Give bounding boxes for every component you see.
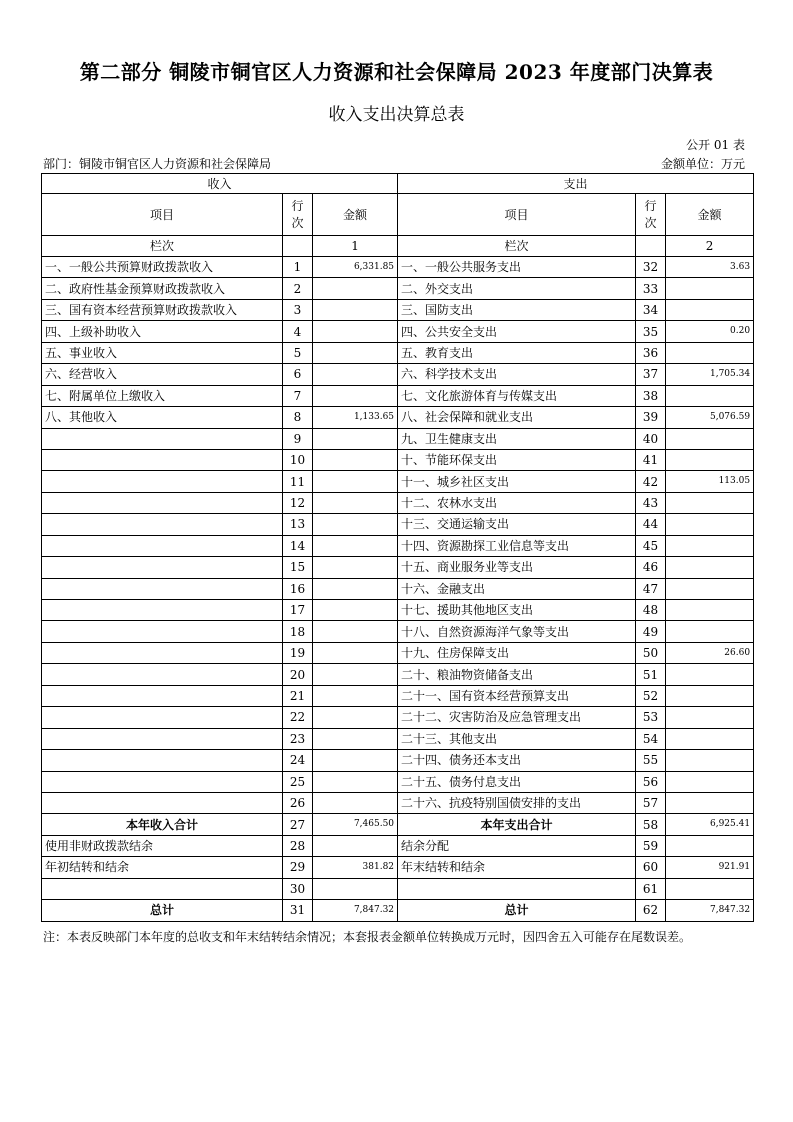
expense-item-cell: 五、教育支出: [398, 342, 636, 363]
expense-item-cell: 总计: [398, 900, 636, 921]
expense-rowno-cell: 47: [636, 578, 666, 599]
expense-amount-header: 金额: [666, 194, 754, 236]
expense-rowno-cell: 38: [636, 385, 666, 406]
expense-item-cell: 二十六、抗疫特别国债安排的支出: [398, 792, 636, 813]
income-rowno-cell: 20: [283, 664, 313, 685]
income-rowno-cell: 15: [283, 557, 313, 578]
expense-amount-cell: 6,925.41: [666, 814, 754, 835]
table-row: [42, 449, 754, 470]
expense-item-cell: 结余分配: [398, 835, 636, 856]
table-row: [42, 792, 754, 813]
expense-amount-cell: 0.20: [666, 321, 754, 342]
expense-item-cell: 十六、金融支出: [398, 578, 636, 599]
expense-item-cell: 十二、农林水支出: [398, 492, 636, 513]
expense-amount-cell: [666, 878, 754, 899]
expense-rowno-cell: 36: [636, 342, 666, 363]
expense-item-cell: 十八、自然资源海洋气象等支出: [398, 621, 636, 642]
income-rowno-cell: 5: [283, 342, 313, 363]
expense-item-cell: 二十一、国有资本经营预算支出: [398, 685, 636, 706]
expense-rowno-cell: 41: [636, 449, 666, 470]
income-item-cell: 四、上级补助收入: [42, 321, 283, 342]
table-row: [42, 578, 754, 599]
income-amount-cell: [313, 578, 398, 599]
income-amount-cell: [313, 750, 398, 771]
income-item-cell: [42, 878, 283, 899]
expense-amount-cell: [666, 342, 754, 363]
table-row: [42, 814, 754, 835]
table-row: [42, 364, 754, 385]
income-item-cell: [42, 707, 283, 728]
income-amount-cell: [313, 685, 398, 706]
table-row: [42, 535, 754, 556]
expense-amount-cell: [666, 535, 754, 556]
expense-item-cell: 二、外交支出: [398, 278, 636, 299]
expense-rowno-cell: 37: [636, 364, 666, 385]
expense-amount-cell: [666, 750, 754, 771]
income-rowno-cell: 8: [283, 407, 313, 428]
expense-item-cell: 十一、城乡社区支出: [398, 471, 636, 492]
income-item-cell: 六、经营收入: [42, 364, 283, 385]
income-amount-cell: [313, 299, 398, 320]
income-rowno-cell: 4: [283, 321, 313, 342]
expense-item-cell: 本年支出合计: [398, 814, 636, 835]
income-item-cell: 使用非财政拨款结余: [42, 835, 283, 856]
expense-amount-cell: [666, 578, 754, 599]
income-rowno-cell: 14: [283, 535, 313, 556]
income-amount-cell: 7,847.32: [313, 900, 398, 921]
expense-amount-cell: 1,705.34: [666, 364, 754, 385]
expense-rowno-cell: 61: [636, 878, 666, 899]
expense-header: 支出: [398, 174, 754, 194]
income-item-cell: [42, 728, 283, 749]
income-expense-table: [41, 173, 754, 922]
expense-item-cell: 十五、商业服务业等支出: [398, 557, 636, 578]
income-rowno-cell: 1: [283, 257, 313, 278]
expense-rowno-cell: 42: [636, 471, 666, 492]
income-item-cell: [42, 557, 283, 578]
column-header-row: [42, 194, 754, 236]
table-row: [42, 750, 754, 771]
income-item-cell: [42, 514, 283, 535]
table-row: [42, 664, 754, 685]
col-expense-index: 2: [666, 236, 754, 257]
expense-rowno-cell: 57: [636, 792, 666, 813]
income-amount-cell: 1,133.65: [313, 407, 398, 428]
income-rowno-cell: 27: [283, 814, 313, 835]
column-index-row: [42, 236, 754, 257]
expense-rowno-cell: 39: [636, 407, 666, 428]
income-rowno-cell: 9: [283, 428, 313, 449]
expense-amount-cell: [666, 685, 754, 706]
expense-rowno-cell: 33: [636, 278, 666, 299]
expense-rowno-cell: 51: [636, 664, 666, 685]
income-item-header: 项目: [42, 194, 283, 236]
expense-amount-cell: 921.91: [666, 857, 754, 878]
expense-amount-cell: [666, 557, 754, 578]
income-item-cell: 年初结转和结余: [42, 857, 283, 878]
expense-item-header: 项目: [398, 194, 636, 236]
income-amount-cell: [313, 835, 398, 856]
income-item-cell: [42, 642, 283, 663]
income-rowno-cell: 30: [283, 878, 313, 899]
income-rowno-cell: 10: [283, 449, 313, 470]
expense-amount-cell: [666, 664, 754, 685]
expense-rowno-cell: 53: [636, 707, 666, 728]
income-rowno-header: 行 次: [283, 194, 313, 236]
expense-rowno-cell: 52: [636, 685, 666, 706]
expense-amount-cell: [666, 449, 754, 470]
income-item-cell: [42, 621, 283, 642]
expense-rowno-cell: 44: [636, 514, 666, 535]
department-label: 部门：铜陵市铜官区人力资源和社会保障局: [43, 157, 272, 171]
income-item-cell: [42, 449, 283, 470]
income-amount-cell: [313, 792, 398, 813]
income-amount-cell: [313, 707, 398, 728]
income-rowno-cell: 16: [283, 578, 313, 599]
expense-item-cell: 六、科学技术支出: [398, 364, 636, 385]
income-rowno-cell: 25: [283, 771, 313, 792]
expense-amount-cell: [666, 428, 754, 449]
expense-amount-cell: 7,847.32: [666, 900, 754, 921]
expense-item-cell: 二十四、债务还本支出: [398, 750, 636, 771]
col-income-index: 1: [313, 236, 398, 257]
income-rowno-cell: 28: [283, 835, 313, 856]
table-row: [42, 685, 754, 706]
expense-item-cell: 年末结转和结余: [398, 857, 636, 878]
expense-rowno-cell: 35: [636, 321, 666, 342]
expense-rowno-cell: 34: [636, 299, 666, 320]
income-rowno-cell: 7: [283, 385, 313, 406]
expense-amount-cell: 5,076.59: [666, 407, 754, 428]
income-item-cell: [42, 492, 283, 513]
table-row: [42, 514, 754, 535]
table-row: [42, 642, 754, 663]
income-rowno-cell: 22: [283, 707, 313, 728]
income-rowno-cell: 29: [283, 857, 313, 878]
expense-item-cell: 四、公共安全支出: [398, 321, 636, 342]
expense-rowno-cell: 49: [636, 621, 666, 642]
income-rowno-cell: 23: [283, 728, 313, 749]
income-amount-cell: [313, 492, 398, 513]
expense-amount-cell: [666, 514, 754, 535]
income-rowno-cell: 21: [283, 685, 313, 706]
income-item-cell: [42, 535, 283, 556]
table-title: 收入支出决算总表: [328, 105, 465, 125]
table-row: [42, 407, 754, 428]
income-rowno-cell: 26: [283, 792, 313, 813]
table-row: [42, 299, 754, 320]
income-rowno-cell: 12: [283, 492, 313, 513]
expense-rowno-cell: 40: [636, 428, 666, 449]
table-row: [42, 428, 754, 449]
income-rowno-cell: 6: [283, 364, 313, 385]
income-item-cell: [42, 685, 283, 706]
expense-amount-cell: [666, 492, 754, 513]
expense-item-cell: 二十二、灾害防治及应急管理支出: [398, 707, 636, 728]
col-label: 栏次: [42, 236, 283, 257]
income-item-cell: [42, 428, 283, 449]
table-row: [42, 707, 754, 728]
income-amount-cell: [313, 449, 398, 470]
expense-rowno-cell: 60: [636, 857, 666, 878]
income-item-cell: 七、附属单位上缴收入: [42, 385, 283, 406]
expense-amount-cell: 26.60: [666, 642, 754, 663]
table-row: [42, 471, 754, 492]
table-row: [42, 600, 754, 621]
income-item-cell: [42, 471, 283, 492]
expense-amount-cell: [666, 792, 754, 813]
income-amount-cell: [313, 642, 398, 663]
income-item-cell: 三、国有资本经营预算财政拨款收入: [42, 299, 283, 320]
income-item-cell: [42, 750, 283, 771]
page-title: 第二部分 铜陵市铜官区人力资源和社会保障局 2023 年度部门决算表: [79, 60, 714, 84]
expense-amount-cell: [666, 299, 754, 320]
income-amount-cell: [313, 514, 398, 535]
expense-amount-cell: [666, 621, 754, 642]
income-rowno-cell: 24: [283, 750, 313, 771]
col-label: 栏次: [398, 236, 636, 257]
expense-rowno-cell: 46: [636, 557, 666, 578]
income-amount-cell: [313, 364, 398, 385]
income-amount-cell: [313, 664, 398, 685]
income-rowno-cell: 17: [283, 600, 313, 621]
table-row: [42, 557, 754, 578]
income-item-cell: 五、事业收入: [42, 342, 283, 363]
expense-rowno-cell: 56: [636, 771, 666, 792]
income-item-cell: [42, 792, 283, 813]
income-rowno-cell: 31: [283, 900, 313, 921]
table-row: [42, 621, 754, 642]
expense-item-cell: 二十三、其他支出: [398, 728, 636, 749]
expense-amount-cell: [666, 385, 754, 406]
expense-rowno-cell: 50: [636, 642, 666, 663]
expense-item-cell: 十九、住房保障支出: [398, 642, 636, 663]
expense-rowno-cell: 32: [636, 257, 666, 278]
income-item-cell: [42, 664, 283, 685]
expense-amount-cell: [666, 278, 754, 299]
income-amount-cell: 6,331.85: [313, 257, 398, 278]
expense-item-cell: 一、一般公共服务支出: [398, 257, 636, 278]
income-rowno-cell: 13: [283, 514, 313, 535]
table-row: [42, 835, 754, 856]
expense-item-cell: 十三、交通运输支出: [398, 514, 636, 535]
footnote: 注：本表反映部门本年度的总收支和年末结转结余情况；本套报表金额单位转换成万元时，因四舍五入可能存在尾数误差。: [43, 930, 692, 944]
expense-item-cell: 三、国防支出: [398, 299, 636, 320]
income-item-cell: [42, 771, 283, 792]
section-header-row: [42, 174, 754, 194]
expense-rowno-header: 行 次: [636, 194, 666, 236]
income-amount-cell: 381.82: [313, 857, 398, 878]
table-row: [42, 278, 754, 299]
income-amount-cell: [313, 600, 398, 621]
expense-rowno-cell: 62: [636, 900, 666, 921]
expense-item-cell: 十、节能环保支出: [398, 449, 636, 470]
expense-amount-cell: [666, 707, 754, 728]
income-header: 收入: [42, 174, 398, 194]
expense-item-cell: 二十、粮油物资储备支出: [398, 664, 636, 685]
income-amount-cell: [313, 728, 398, 749]
expense-item-cell: 十四、资源勘探工业信息等支出: [398, 535, 636, 556]
table-row: [42, 900, 754, 921]
col-blank: [636, 236, 666, 257]
expense-rowno-cell: 43: [636, 492, 666, 513]
income-amount-cell: [313, 878, 398, 899]
expense-rowno-cell: 54: [636, 728, 666, 749]
income-rowno-cell: 3: [283, 299, 313, 320]
income-rowno-cell: 19: [283, 642, 313, 663]
income-item-cell: 八、其他收入: [42, 407, 283, 428]
expense-amount-cell: 3.63: [666, 257, 754, 278]
income-amount-cell: [313, 428, 398, 449]
income-amount-cell: [313, 385, 398, 406]
income-item-cell: 本年收入合计: [42, 814, 283, 835]
expense-amount-cell: [666, 600, 754, 621]
income-rowno-cell: 18: [283, 621, 313, 642]
expense-amount-cell: [666, 728, 754, 749]
expense-rowno-cell: 48: [636, 600, 666, 621]
income-item-cell: 二、政府性基金预算财政拨款收入: [42, 278, 283, 299]
income-amount-cell: [313, 535, 398, 556]
expense-rowno-cell: 58: [636, 814, 666, 835]
form-number: 公开 01 表: [686, 138, 745, 152]
income-amount-cell: [313, 342, 398, 363]
table-row: [42, 385, 754, 406]
expense-amount-cell: 113.05: [666, 471, 754, 492]
table-row: [42, 342, 754, 363]
income-rowno-cell: 11: [283, 471, 313, 492]
unit-label: 金额单位：万元: [660, 157, 745, 171]
income-rowno-cell: 2: [283, 278, 313, 299]
expense-item-cell: 九、卫生健康支出: [398, 428, 636, 449]
expense-amount-cell: [666, 771, 754, 792]
income-item-cell: [42, 600, 283, 621]
income-item-cell: 总计: [42, 900, 283, 921]
expense-item-cell: 七、文化旅游体育与传媒支出: [398, 385, 636, 406]
income-amount-cell: [313, 771, 398, 792]
income-amount-cell: [313, 621, 398, 642]
table-row: [42, 878, 754, 899]
income-item-cell: [42, 578, 283, 599]
table-row: [42, 257, 754, 278]
income-item-cell: 一、一般公共预算财政拨款收入: [42, 257, 283, 278]
expense-rowno-cell: 45: [636, 535, 666, 556]
expense-rowno-cell: 55: [636, 750, 666, 771]
income-amount-cell: [313, 321, 398, 342]
expense-item-cell: 二十五、债务付息支出: [398, 771, 636, 792]
income-amount-header: 金额: [313, 194, 398, 236]
table-row: [42, 492, 754, 513]
col-blank: [283, 236, 313, 257]
expense-item-cell: 十七、援助其他地区支出: [398, 600, 636, 621]
income-amount-cell: [313, 557, 398, 578]
table-row: [42, 857, 754, 878]
expense-item-cell: [398, 878, 636, 899]
table-row: [42, 728, 754, 749]
income-amount-cell: [313, 471, 398, 492]
income-amount-cell: 7,465.50: [313, 814, 398, 835]
table-row: [42, 771, 754, 792]
expense-amount-cell: [666, 835, 754, 856]
expense-item-cell: 八、社会保障和就业支出: [398, 407, 636, 428]
table-row: [42, 321, 754, 342]
expense-rowno-cell: 59: [636, 835, 666, 856]
income-amount-cell: [313, 278, 398, 299]
